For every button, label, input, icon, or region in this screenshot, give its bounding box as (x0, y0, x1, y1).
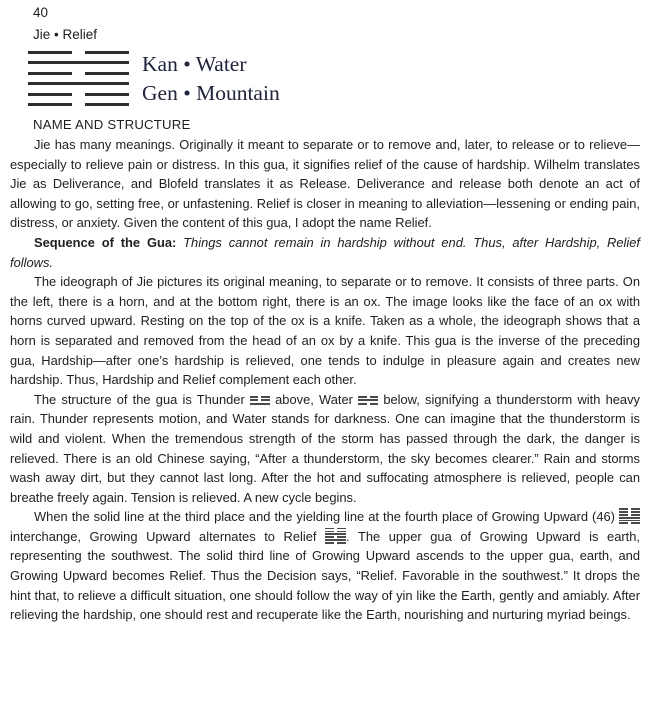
hexagram-line-segment (28, 93, 72, 96)
glyph-line-broken (619, 514, 640, 516)
glyph-line-segment (358, 399, 378, 401)
thunder-trigram-icon (250, 396, 270, 405)
glyph-line-solid (619, 520, 640, 522)
glyph-line-broken (250, 399, 270, 401)
hexagram-line-segment (28, 51, 72, 54)
glyph-line-broken (358, 403, 378, 405)
glyph-line-segment (325, 539, 346, 541)
text-run: Sequence of the Gua: (34, 234, 184, 250)
glyph-line-segment (337, 531, 346, 533)
glyph-line-segment (358, 403, 367, 405)
text-run: The ideograph of Jie pictures its original meaning, to separate or to remove. It consists of three parts. On the left, there is a horn, and at the bottom right, there is an ox. The image looks like the face of an ox with horns curved upward. Resting on the top of the ox is a knife. Taken as a whole, the ideograph shows that a horn is separated and removed from the head of an ox by a knife. This gua is the inverse of the preceding gua, Hardship—after one’s hardship is relieved, one tends to indulge in pleasure again and creates new hardship. Thus, Hardship and Relief complement each other. (10, 274, 640, 388)
glyph-line-segment (631, 514, 640, 516)
text-run: interchange, Growing Upward alternates to Relief (10, 528, 326, 544)
page-number: 40 (33, 5, 49, 20)
glyph-line-solid (325, 533, 346, 535)
glyph-line-segment (261, 399, 270, 401)
hexagram-line-segment (28, 103, 72, 106)
glyph-line-segment (325, 533, 346, 535)
glyph-line-segment (250, 396, 259, 398)
glyph-line-broken (619, 511, 640, 513)
hexagram-line-segment (85, 103, 129, 106)
hexagram-line-broken (28, 72, 129, 75)
lower-trigram-label: Gen • Mountain (142, 81, 280, 105)
paragraph (10, 135, 640, 233)
text-run: When the solid line at the third place and the yielding line at the fourth place of Growing Upward (46) (34, 509, 619, 525)
glyph-line-segment (619, 522, 628, 524)
glyph-line-segment (325, 536, 334, 538)
hexagram-line-segment (28, 82, 129, 85)
glyph-line-segment (619, 508, 628, 510)
upper-trigram-label: Kan • Water (142, 52, 247, 76)
hexagram-figure (28, 49, 129, 106)
text-run: Jie has many meanings. Originally it meant to separate or to remove and, later, to release or to relieve—especially to relieve pain or distress. In this gua, it signifies relief of the cause of hardship. Wilhelm translates Jie as Deliverance, and Blofeld translates it as Release. Deliverance and release both denote an act of allowing to go, setting free, or unfastening. Relief is closer in meaning to alleviation—lessening or ending pain, distress, or anxiety. Given the content of this gua, I adopt the name Relief. (10, 137, 640, 231)
glyph-line-segment (631, 508, 640, 510)
paragraph (10, 272, 640, 390)
section-heading: NAME AND STRUCTURE (33, 117, 191, 132)
glyph-line-segment (631, 511, 640, 513)
glyph-line-segment (337, 536, 346, 538)
glyph-line-solid (358, 399, 378, 401)
glyph-line-segment (250, 403, 270, 405)
glyph-line-segment (370, 396, 379, 398)
glyph-line-segment (619, 517, 640, 519)
text-run: above, Water (269, 391, 359, 407)
hexagram-line-solid (28, 82, 129, 85)
glyph-line-segment (337, 542, 346, 544)
growing-upward-hexagram-icon (619, 508, 640, 524)
water-trigram-icon (358, 396, 378, 405)
hexagram-line-segment (28, 72, 72, 75)
hexagram-line-segment (85, 51, 129, 54)
glyph-line-segment (619, 511, 628, 513)
glyph-line-segment (250, 399, 259, 401)
hexagram-line-segment (85, 72, 129, 75)
glyph-line-solid (325, 539, 346, 541)
glyph-line-solid (250, 403, 270, 405)
glyph-line-broken (325, 536, 346, 538)
hexagram-line-segment (28, 61, 129, 64)
glyph-line-segment (325, 531, 334, 533)
hexagram-header (28, 49, 640, 108)
glyph-line-segment (619, 520, 640, 522)
glyph-line-broken (619, 508, 640, 510)
text-run: . The upper gua of Growing Upward is earth, representing the southwest. The solid third line of Growing Upward ascends to the upper gua, earth, and Growing Upward becomes Relief. Thus the Decision says, “Relief. Favorable in the southwest.” It drops the hint that, to relieve a difficult situation, one should follow the way of yin like the Earth, gently and amiably. After relieving the hardship, one should rest and recuperate like the Earth, nourishing and nurturing myriad beings. (10, 528, 640, 623)
gua-title: Jie • Relief (33, 27, 97, 42)
hexagram-line-segment (85, 93, 129, 96)
glyph-line-solid (619, 517, 640, 519)
glyph-line-broken (358, 396, 378, 398)
glyph-line-segment (631, 522, 640, 524)
glyph-line-broken (250, 396, 270, 398)
relief-hexagram-icon (325, 528, 346, 544)
hexagram-line-broken (28, 103, 129, 106)
glyph-line-segment (358, 396, 367, 398)
text-run: Things cannot remain in hardship without end. Thus, after Hardship, Relief follows. (10, 234, 640, 270)
glyph-line-broken (619, 522, 640, 524)
glyph-line-segment (325, 528, 334, 530)
text-run: The structure of the gua is Thunder (34, 391, 250, 407)
glyph-line-broken (325, 531, 346, 533)
paragraph (10, 233, 640, 272)
hexagram-line-broken (28, 51, 129, 54)
glyph-line-segment (261, 396, 270, 398)
glyph-line-segment (619, 514, 628, 516)
text-run: below, signifying a thunderstorm with heavy rain. Thunder represents motion, and Water stands for darkness. One can imagine that the thunderstorm is wild and violent. When the tremendous strength of the storm has passed through the dark, the danger is relieved. There is an old Chinese saying, “After a thunderstorm, the sky becomes clearer.” Rain and storms wash away dirt, but they cannot last long. After the hot and suffocating atmosphere is relieved, people can breathe freely again. Tension is relieved. A new cycle begins. (10, 391, 640, 505)
glyph-line-segment (325, 542, 334, 544)
glyph-line-segment (337, 528, 346, 530)
glyph-line-broken (325, 528, 346, 530)
trigram-labels (142, 49, 280, 108)
paragraphs (10, 135, 640, 625)
glyph-line-broken (325, 542, 346, 544)
paragraph (10, 507, 640, 625)
paragraph (10, 390, 640, 508)
glyph-line-segment (370, 403, 379, 405)
hexagram-line-broken (28, 93, 129, 96)
hexagram-line-solid (28, 61, 129, 64)
